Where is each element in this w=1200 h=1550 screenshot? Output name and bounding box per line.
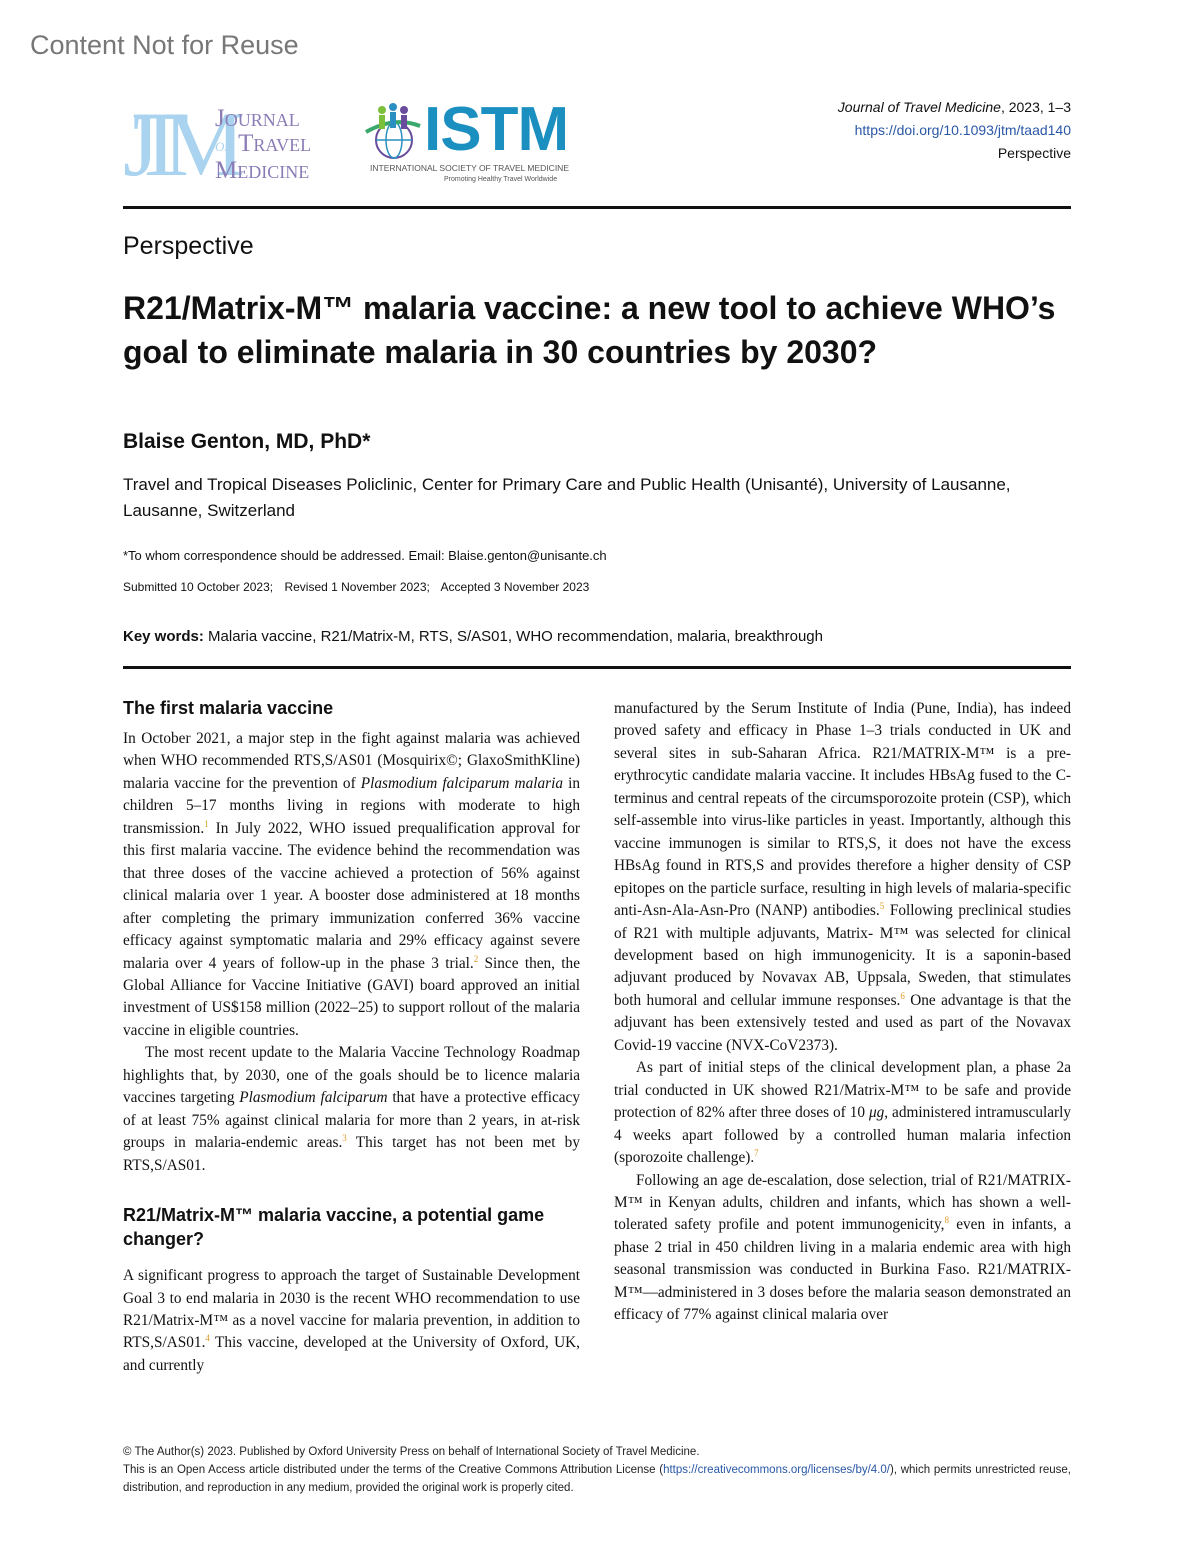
paragraph [614, 1170, 1071, 1327]
paragraph [614, 1057, 1071, 1169]
text: , administered intramuscularly 4 weeks apart followed by a controlled human malaria infection (sporozoite challenge). [614, 1104, 1071, 1167]
reference-link[interactable]: 1 [204, 818, 209, 829]
jtm-logo-line3: Medicine [215, 157, 310, 184]
istm-tagline: Promoting Healthy Travel Worldwide [444, 176, 558, 183]
copyright-notice: © The Author(s) 2023. Published by Oxford University Press on behalf of International Society of Travel Medicine. [123, 1446, 700, 1458]
text: in children 5–17 months living in regions with moderate to high transmission. [123, 774, 580, 837]
italic-text: μg [868, 1104, 885, 1122]
text: This target has not been met by RTS,S/AS01. [123, 1134, 580, 1174]
journal-name: Journal of Travel Medicine [837, 99, 1001, 115]
istm-subtitle: INTERNATIONAL SOCIETY OF TRAVEL MEDICINE [370, 163, 569, 173]
text: manufactured by the Serum Institute of India (Pune, India), has indeed proved safety and efficacy in Phase 1–3 trials conducted in UK and several sites in sub-Saharan Africa. R21/MATRIX-M™ is a pre-erythrocytic candidate malaria vaccine. It includes HBsAg fused to the C-terminus and central repeats of the circumsporozoite protein (CSP), which self-assemble into virus-like particles in yeast. Importantly, although this vaccine immunogen is similar to RTS,S, it does not have the excess HBsAg found in RTS,S and provides therefore a higher density of CSP epitopes on the particle surface, resulting in high levels of malaria-specific anti-Asn-Ala-Asn-Pro (NANP) antibodies. [614, 700, 1071, 920]
jtm-logo [123, 93, 333, 195]
reference-link[interactable]: 6 [900, 990, 905, 1001]
text: In July 2022, WHO issued prequalification approval for this first malaria vaccine. The evidence behind the recommendation was that three doses of the vaccine achieved a protection of 56% against clinical malaria over 1 year. A booster dose administered at 18 months after completing the primary immunization conferred 36% vaccine efficacy against symptomatic malaria and 29% efficacy against severe malaria over 4 years of follow-up in the phase 3 trial. [123, 819, 580, 972]
text: The most recent update to the Malaria Vaccine Technology Roadmap highlights that, by 2030, one of the goals should be to licence malaria vaccines targeting [123, 1044, 580, 1107]
text: Since then, the Global Alliance for Vaccine Initiative (GAVI) board approved an initial investment of US$158 million (2022–25) to support rollout of the malaria vaccine in eligible countries. [123, 954, 580, 1039]
jtm-logo-line1: Journal [215, 105, 300, 132]
article-type: Perspective [997, 145, 1071, 161]
header-divider [123, 206, 1071, 209]
text: even in infants, a phase 2 trial in 450 children living in a malaria endemic area with high seasonal transmission was conducted in Burkina Faso. R21/MATRIX-M™—administered in 3 doses before the malaria season demonstrated an efficacy of 77% against clinical malaria over [614, 1216, 1071, 1324]
reference-link[interactable]: 3 [342, 1133, 347, 1144]
text: One advantage is that the adjuvant has been extensively tested and used as part of the Novavax Covid-19 vaccine (NVX-CoV2373). [614, 991, 1071, 1054]
left-column [123, 696, 580, 1377]
text: Following an age de-escalation, dose selection, trial of R21/MATRIX-M™ in Kenyan adults, children and infants, which has shown a well-tolerated safety profile and potent immunogenicity, [614, 1171, 1071, 1234]
istm-wordmark: ISTM [424, 95, 569, 164]
reference-link[interactable]: 4 [205, 1333, 210, 1344]
paragraph [123, 728, 580, 1042]
text: that have a protective efficacy of at least 75% against clinical malaria for more than 2 years, in at-risk groups in malaria-endemic areas. [123, 1089, 580, 1152]
globe-people-icon [364, 102, 422, 160]
text: This is an Open Access article distributed under the terms of the Creative Commons Attribution License ( [123, 1464, 664, 1476]
license-notice [123, 1461, 1071, 1497]
affiliation: Travel and Tropical Diseases Policlinic, Center for Primary Care and Public Health (Unisanté), University of Lausanne, Lausanne, Switzerland [123, 475, 1011, 520]
reference-link[interactable]: 5 [879, 901, 885, 912]
submitted-date: Submitted 10 October 2023; [123, 580, 274, 594]
reference-link[interactable]: 7 [754, 1148, 759, 1159]
keywords-text: Malaria vaccine, R21/Matrix-M, RTS, S/AS01, WHO recommendation, malaria, breakthrough [203, 628, 823, 645]
jtm-logo-line2 [215, 131, 311, 158]
paragraph [123, 1042, 580, 1177]
author: Blaise Genton, MD, PhD* [123, 430, 371, 453]
watermark: Content Not for Reuse [30, 30, 299, 60]
italic-text: Plasmodium falciparum malaria [360, 774, 563, 792]
right-column [614, 698, 1071, 1327]
istm-logo [362, 95, 582, 188]
reference-link[interactable]: 8 [944, 1215, 949, 1226]
reference-link[interactable]: 2 [473, 953, 479, 964]
correspondence-note: *To whom correspondence should be addressed. Email: Blaise.genton@unisante.ch [123, 548, 607, 563]
italic-text: Plasmodium falciparum [239, 1089, 388, 1107]
revised-date: Revised 1 November 2023; [284, 580, 430, 594]
article-meta [838, 96, 1071, 165]
article-title: R21/Matrix-M™ malaria vaccine: a new tool to achieve WHO’s goal to eliminate malaria in 30 countries by 2030? [123, 290, 1056, 370]
section-label: Perspective [123, 232, 254, 260]
section-heading: The first malaria vaccine [123, 698, 334, 718]
article-dates [123, 580, 597, 594]
license-link[interactable]: https://creativecommons.org/licenses/by/4.0/ [663, 1464, 890, 1476]
jtm-logo-travel: Travel [238, 130, 312, 157]
keywords [123, 628, 823, 645]
accepted-date: Accepted 3 November 2023 [440, 580, 590, 594]
paragraph [614, 698, 1071, 1057]
text: As part of initial steps of the clinical development plan, a phase 2a trial conducted in UK showed R21/Matrix-M™ to be safe and provide protection of 82% after three doses of 10 [614, 1059, 1071, 1122]
keywords-divider [123, 666, 1071, 669]
doi-link[interactable]: https://doi.org/10.1093/jtm/taad140 [854, 122, 1071, 138]
jtm-monogram: JTM [123, 93, 219, 195]
year-pages: , 2023, 1–3 [1000, 99, 1071, 115]
text: In October 2021, a major step in the fight against malaria was achieved when WHO recommended RTS,S/AS01 (Mosquirix©; GlaxoSmithKline) malaria vaccine for the prevention of [123, 730, 580, 792]
keywords-label: Key words: [123, 628, 204, 645]
text: This vaccine, developed at the University of Oxford, UK, and currently [123, 1334, 580, 1374]
text: Following preclinical studies of R21 with multiple adjuvants, Matrix- M™ was selected for clinical development based on high immunogenicity. It is a saponin-based adjuvant produced by Novavax AB, Uppsala, Sweden, that stimulates both humoral and cellular immune responses. [614, 902, 1071, 1009]
text: A significant progress to approach the target of Sustainable Development Goal 3 to end malaria in 2030 is the recent WHO recommendation to use R21/Matrix-M™ as a novel vaccine for malaria prevention, in addition to RTS,S/AS01. [123, 1267, 580, 1352]
text: ), which permits unrestricted reuse, distribution, and reproduction in any medium, provided the original work is properly cited. [123, 1464, 1072, 1494]
license-footer [123, 1443, 1071, 1497]
section-heading: R21/Matrix-M™ malaria vaccine, a potential game changer? [123, 1205, 545, 1250]
paragraph [123, 1265, 580, 1377]
jtm-logo-of: of [215, 135, 233, 156]
